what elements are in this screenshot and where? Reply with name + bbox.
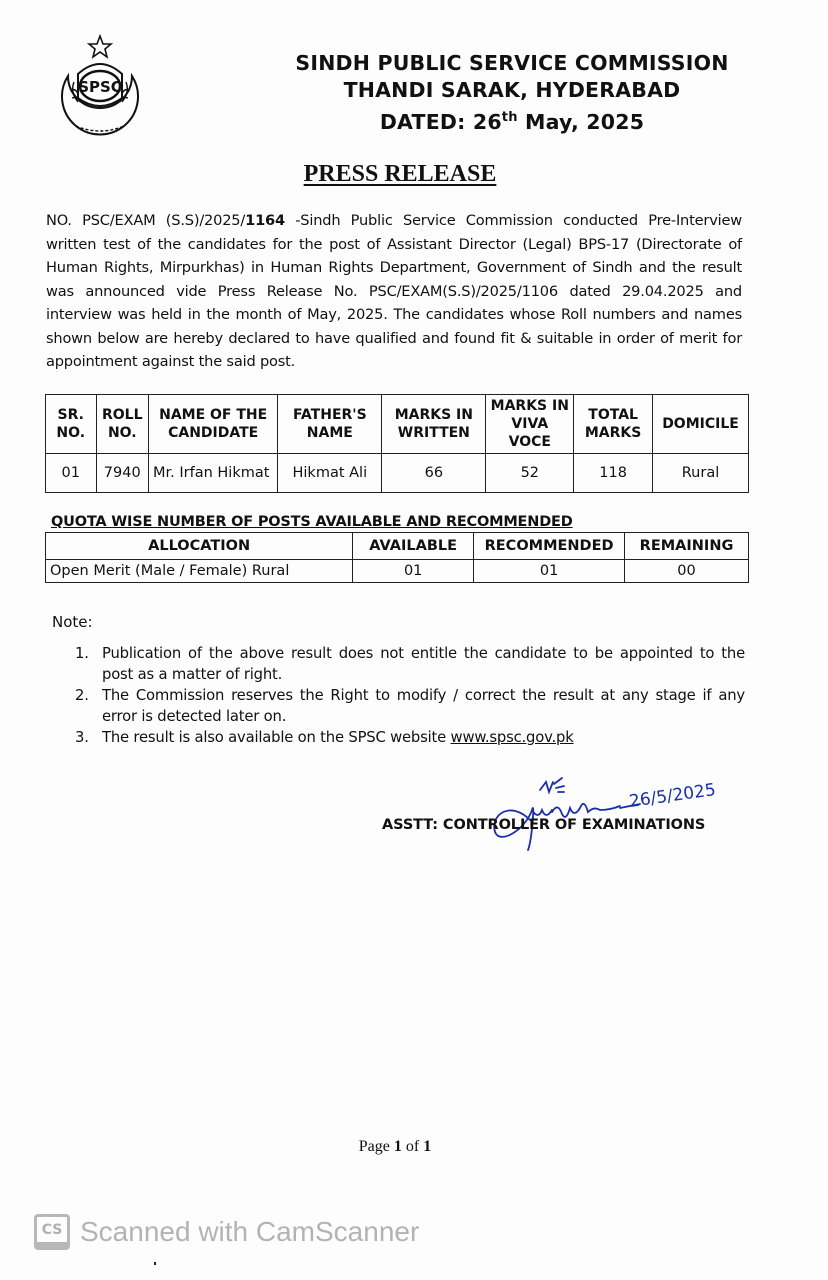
table-row xyxy=(46,560,749,583)
note-item: 1. Publication of the above result does not entitle the candidate to be appointed to the post as a matter of right. xyxy=(75,645,745,683)
cell-recommended: 01 xyxy=(474,560,625,583)
quota-heading: QUOTA WISE NUMBER OF POSTS AVAILABLE AND RECOMMENDED xyxy=(51,514,573,530)
col-total-marks: TOTAL MARKS xyxy=(574,395,653,454)
col-remaining: REMAINING xyxy=(625,533,749,560)
col-candidate-name: NAME OF THE CANDIDATE xyxy=(149,395,278,454)
col-marks-written: MARKS IN WRITTEN xyxy=(382,395,486,454)
website-link[interactable]: www.spsc.gov.pk xyxy=(450,729,574,746)
col-recommended: RECOMMENDED xyxy=(474,533,625,560)
col-roll-no: ROLL NO. xyxy=(96,395,149,454)
col-allocation: ALLOCATION xyxy=(46,533,353,560)
camscanner-icon: CS xyxy=(34,1214,70,1250)
col-domicile: DOMICILE xyxy=(653,395,749,454)
cell-available: 01 xyxy=(353,560,474,583)
signatory-title: ASSTT: CONTROLLER OF EXAMINATIONS xyxy=(382,817,706,833)
watermark-text: Scanned with CamScanner xyxy=(80,1216,420,1247)
letterhead xyxy=(262,50,762,136)
svg-text:SPSC: SPSC xyxy=(78,78,122,96)
page-number: Page 1 of 1 xyxy=(358,1138,432,1155)
note-label: Note: xyxy=(52,613,93,631)
cell-total-marks: 118 xyxy=(574,454,653,493)
cell-roll-no: 7940 xyxy=(96,454,149,493)
results-table xyxy=(45,394,749,493)
table-header-row xyxy=(46,533,749,560)
table-row xyxy=(46,454,749,493)
cell-domicile: Rural xyxy=(653,454,749,493)
signature-icon xyxy=(470,770,780,860)
svg-text:26/5/2025: 26/5/2025 xyxy=(627,780,718,812)
spsc-emblem-icon xyxy=(48,34,152,142)
org-address: THANDI SARAK, HYDERABAD xyxy=(343,78,681,102)
quota-table xyxy=(45,532,749,583)
org-name: SINDH PUBLIC SERVICE COMMISSION xyxy=(295,51,729,75)
col-available: AVAILABLE xyxy=(353,533,474,560)
intro-paragraph: NO. PSC/EXAM (S.S)/2025/1164 -Sindh Public Service Commission conducted Pre-Interview written test of the candidates for the post of Assistant Director (Legal) BPS-17 (Directorate of Human Rights, Mirpurkhas) in Human Rights Department, Government of Sindh and the result was announced vide Press Release No. PSC/EXAM(S.S)/2025/1106 dated 29.04.2025 and interview was held in the month of May, 2025. The candidates whose Roll numbers and names shown below are hereby declared to have qualified and found fit & suitable in order of merit for appointment against the said post. xyxy=(46,212,743,370)
cell-candidate-name: Mr. Irfan Hikmat xyxy=(149,454,278,493)
note-item: 2. The Commission reserves the Right to modify / correct the result at any stage if any error is detected later on. xyxy=(75,687,745,725)
page-title: PRESS RELEASE xyxy=(303,161,497,187)
note-item: 3. The result is also available on the SPSC website www.spsc.gov.pk xyxy=(75,729,574,746)
cell-allocation: Open Merit (Male / Female) Rural xyxy=(46,560,353,583)
cell-father-name: Hikmat Ali xyxy=(278,454,382,493)
cell-marks-written: 66 xyxy=(382,454,486,493)
table-header-row xyxy=(46,395,749,454)
cell-sr-no: 01 xyxy=(46,454,97,493)
col-marks-viva: MARKS IN VIVA VOCE xyxy=(486,395,574,454)
col-sr-no: SR. NO. xyxy=(46,395,97,454)
notes-list xyxy=(75,643,745,748)
col-father-name: FATHER'S NAME xyxy=(278,395,382,454)
cell-marks-viva: 52 xyxy=(486,454,574,493)
cell-remaining: 00 xyxy=(625,560,749,583)
scan-speck xyxy=(154,1262,156,1265)
camscanner-watermark xyxy=(34,1214,419,1250)
document-date: DATED: 26th May, 2025 xyxy=(379,109,645,134)
